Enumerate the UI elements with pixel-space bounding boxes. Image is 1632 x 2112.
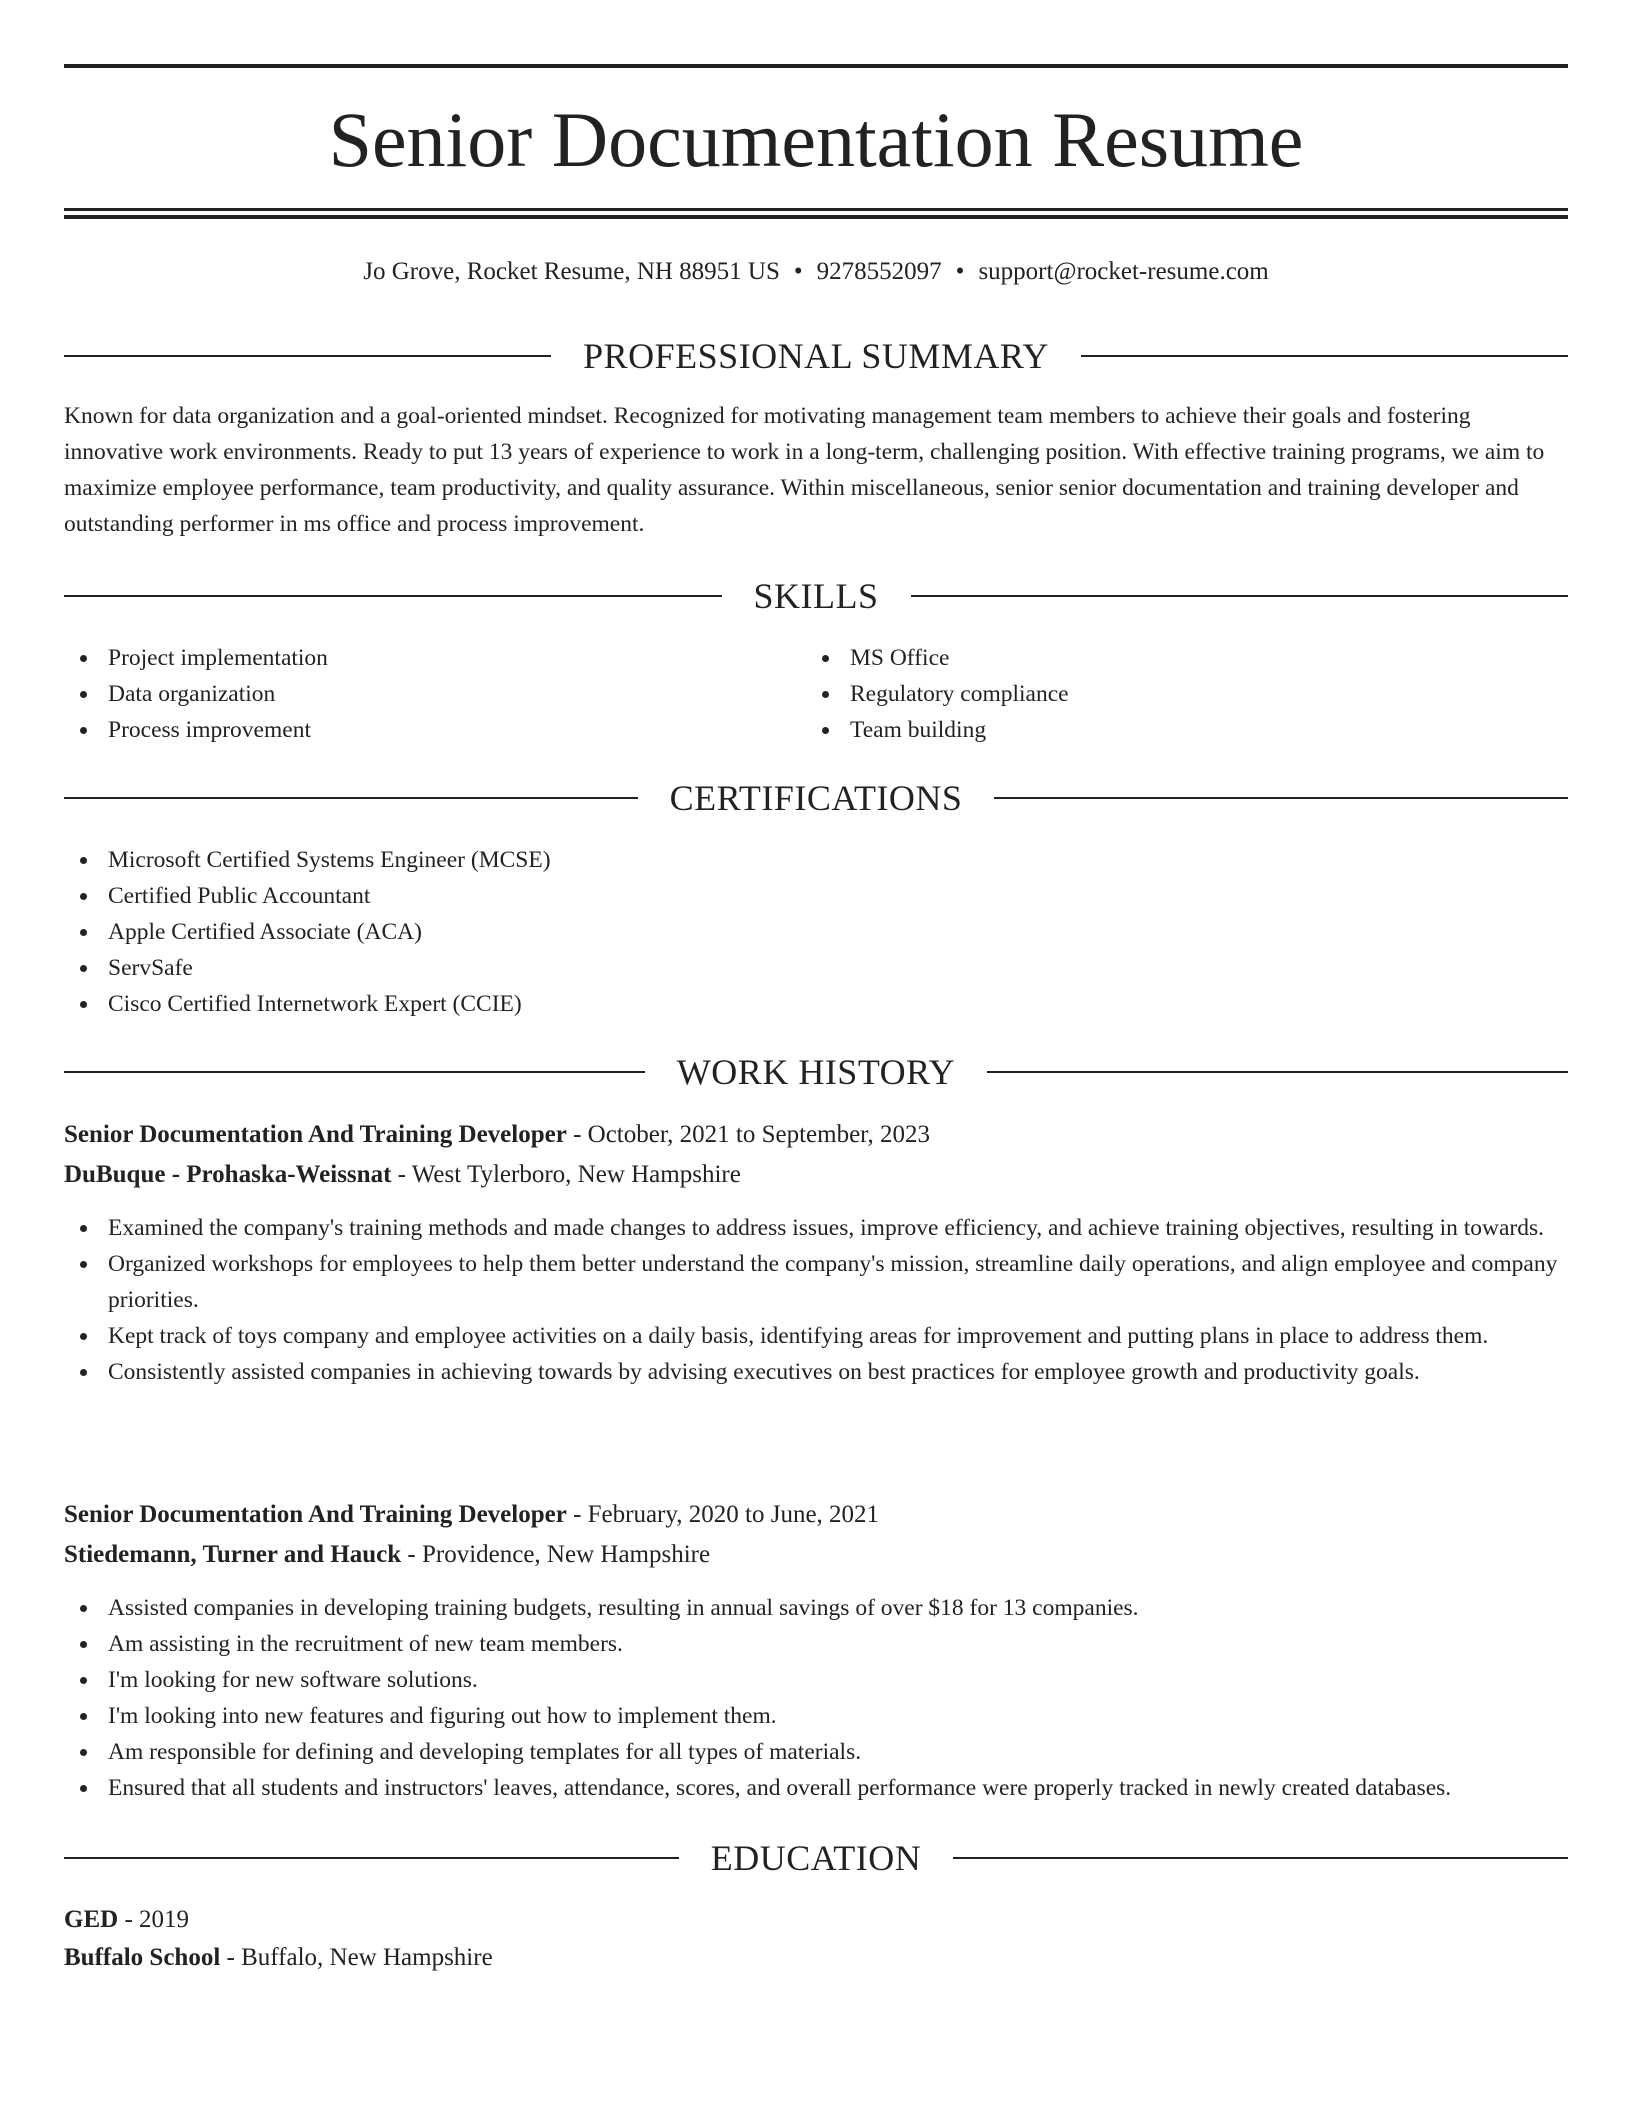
certification-item: Apple Certified Associate (ACA) [64, 914, 1568, 950]
certifications-heading-label: CERTIFICATIONS [669, 778, 963, 818]
job-title-line: Senior Documentation And Training Developer - October, 2021 to September, 2023 [64, 1121, 931, 1148]
job-location: Providence, New Hampshire [421, 1541, 711, 1568]
title-rule-upper [64, 208, 1568, 211]
work-heading-label: WORK HISTORY [676, 1052, 956, 1092]
heading-rule-right [1081, 355, 1568, 357]
heading-rule-right [911, 595, 1569, 597]
top-rule [64, 64, 1568, 68]
job-title: Senior Documentation And Training Developer [64, 1121, 567, 1148]
job-bullet: Ensured that all students and instructors' leaves, attendance, scores, and overall performance were properly tracked in newly created databases. [64, 1770, 1568, 1806]
contact-line [64, 254, 1568, 290]
skill-item: Data organization [64, 676, 764, 712]
heading-rule-left [64, 1857, 679, 1859]
heading-rule-left [64, 595, 722, 597]
job-company: DuBuque - Prohaska-Weissnat [64, 1161, 392, 1188]
job-bullet: Am responsible for defining and developing templates for all types of materials. [64, 1734, 1568, 1770]
education-location: Buffalo, New Hampshire [241, 1944, 493, 1971]
contact-separator: • [793, 258, 803, 285]
skill-item: Regulatory compliance [806, 676, 1506, 712]
skill-item: MS Office [806, 640, 1506, 676]
job-dates: February, 2020 to June, 2021 [587, 1501, 880, 1528]
education-school-line: Buffalo School - Buffalo, New Hampshire [64, 1944, 493, 1971]
contact-phone: 9278552097 [816, 258, 942, 285]
skills-section-heading [64, 576, 1568, 616]
summary-section-heading [64, 336, 1568, 376]
certifications-section-heading [64, 778, 1568, 818]
heading-rule-right [994, 797, 1568, 799]
skills-list-left [64, 640, 764, 748]
job-bullet: Organized workshops for employees to help them better understand the company's mission, streamline daily operations, and align employee and company priorities. [64, 1246, 1568, 1318]
job-bullet: Examined the company's training methods and made changes to address issues, improve efficiency, and achieve training objectives, resulting in towards. [64, 1210, 1568, 1246]
education-degree-line: GED - 2019 [64, 1906, 190, 1933]
skill-item: Process improvement [64, 712, 764, 748]
certifications-list [64, 842, 1568, 1022]
education-school: Buffalo School [64, 1944, 221, 1971]
education-section-heading [64, 1838, 1568, 1878]
heading-rule-left [64, 355, 551, 357]
job-title: Senior Documentation And Training Developer [64, 1501, 567, 1528]
heading-rule-right [987, 1071, 1568, 1073]
certification-item: ServSafe [64, 950, 1568, 986]
certification-item: Certified Public Accountant [64, 878, 1568, 914]
resume-title: Senior Documentation Resume [328, 96, 1304, 183]
skills-heading-label: SKILLS [753, 576, 879, 616]
heading-rule-left [64, 1071, 645, 1073]
title-rule-lower [64, 215, 1568, 219]
certification-item: Cisco Certified Internetwork Expert (CCIE) [64, 986, 1568, 1022]
job-company: Stiedemann, Turner and Hauck [64, 1541, 402, 1568]
job-bullet: Am assisting in the recruitment of new team members. [64, 1626, 1568, 1662]
job-bullet: I'm looking for new software solutions. [64, 1662, 1568, 1698]
contact-email: support@rocket-resume.com [978, 258, 1269, 285]
summary-text: Known for data organization and a goal-oriented mindset. Recognized for motivating management team members to achieve their goals and fostering innovative work environments. Ready to put 13 years of experience to work in a long-term, challenging position. With effective training programs, we aim to maximize employee performance, team productivity, and quality assurance. Within miscellaneous, senior senior documentation and training developer and outstanding performer in ms office and process improvement. [64, 403, 1545, 537]
education-year: 2019 [139, 1906, 190, 1933]
education-degree: GED [64, 1906, 119, 1933]
job-bullet: Assisted companies in developing training budgets, resulting in annual savings of over $18 for 13 companies. [64, 1590, 1568, 1626]
certification-item: Microsoft Certified Systems Engineer (MCSE) [64, 842, 1568, 878]
job-location: West Tylerboro, New Hampshire [411, 1161, 741, 1188]
job-company-line: DuBuque - Prohaska-Weissnat - West Tylerboro, New Hampshire [64, 1161, 741, 1188]
education-heading-label: EDUCATION [710, 1838, 922, 1878]
work-section-heading [64, 1052, 1568, 1092]
job-bullet: I'm looking into new features and figuring out how to implement them. [64, 1698, 1568, 1734]
job-bullet-list [64, 1590, 1568, 1806]
job-bullet: Kept track of toys company and employee activities on a daily basis, identifying areas for improvement and putting plans in place to address them. [64, 1318, 1568, 1354]
heading-rule-left [64, 797, 638, 799]
job-bullet-list [64, 1210, 1568, 1390]
heading-rule-right [953, 1857, 1568, 1859]
skills-list-right [806, 640, 1506, 748]
summary-heading-label: PROFESSIONAL SUMMARY [583, 336, 1049, 376]
contact-address: Jo Grove, Rocket Resume, NH 88951 US [363, 258, 780, 285]
job-title-line: Senior Documentation And Training Developer - February, 2020 to June, 2021 [64, 1501, 880, 1528]
job-bullet: Consistently assisted companies in achieving towards by advising executives on best practices for employee growth and productivity goals. [64, 1354, 1568, 1390]
job-dates: October, 2021 to September, 2023 [587, 1121, 931, 1148]
skill-item: Team building [806, 712, 1506, 748]
skill-item: Project implementation [64, 640, 764, 676]
contact-separator: • [955, 258, 965, 285]
job-company-line: Stiedemann, Turner and Hauck - Providence, New Hampshire [64, 1541, 711, 1568]
